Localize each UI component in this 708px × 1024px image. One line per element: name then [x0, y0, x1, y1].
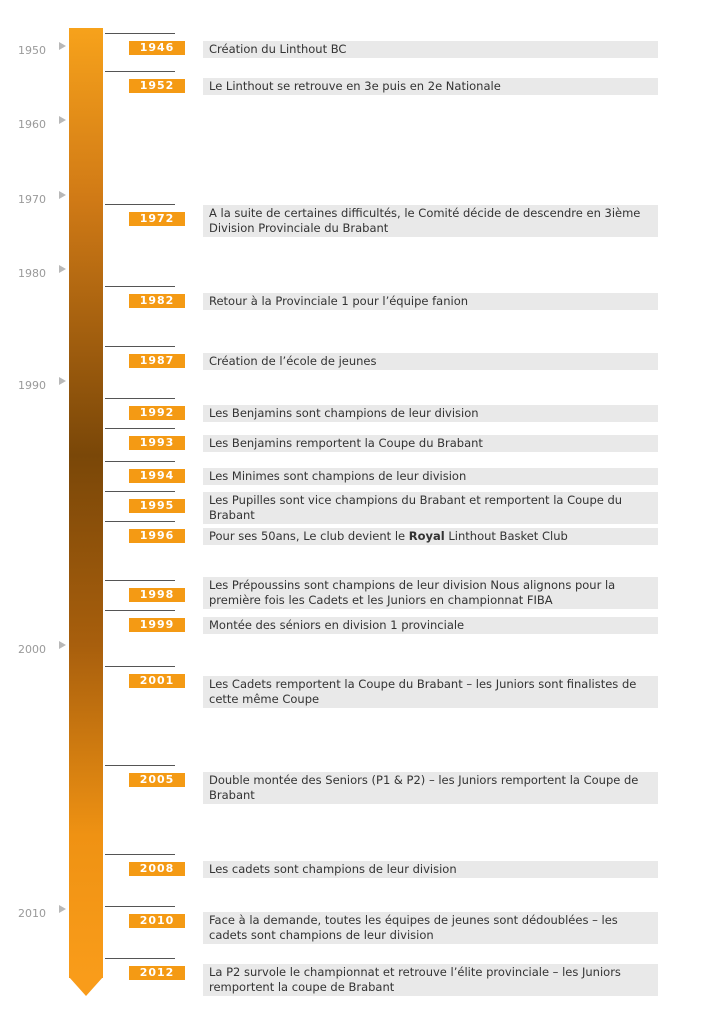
event-description: Les Benjamins remportent la Coupe du Brabant: [203, 435, 658, 452]
event-divider: [105, 666, 175, 667]
event-divider: [105, 204, 175, 205]
year-badge: 1992: [129, 406, 185, 420]
decade-marker: [18, 902, 52, 920]
event-divider: [105, 958, 175, 959]
event-divider: [105, 491, 175, 492]
decade-label: 1980: [18, 267, 46, 280]
event-description: A la suite de certaines difficultés, le Comité décide de descendre en 3ième Division Provinciale du Brabant: [203, 205, 658, 237]
year-badge: 1995: [129, 499, 185, 513]
event-description: Les Cadets remportent la Coupe du Brabant – les Juniors sont finalistes de cette même Coupe: [203, 676, 658, 708]
triangle-right-icon: [59, 191, 66, 199]
decade-label: 2000: [18, 643, 46, 656]
year-badge: 2005: [129, 773, 185, 787]
decade-label: 1950: [18, 44, 46, 57]
decade-label: 2010: [18, 907, 46, 920]
year-badge: 1952: [129, 79, 185, 93]
triangle-right-icon: [59, 377, 66, 385]
year-badge: 2001: [129, 674, 185, 688]
year-badge: 2008: [129, 862, 185, 876]
event-description: Le Linthout se retrouve en 3e puis en 2e Nationale: [203, 78, 658, 95]
event-text-part: Pour ses 50ans, Le club devient le: [209, 529, 409, 543]
timeline-arrow-tip: [69, 977, 103, 996]
event-divider: [105, 610, 175, 611]
event-divider: [105, 906, 175, 907]
decade-marker: [18, 638, 52, 656]
event-divider: [105, 398, 175, 399]
decade-label: 1970: [18, 193, 46, 206]
event-divider: [105, 346, 175, 347]
year-badge: 1993: [129, 436, 185, 450]
year-badge: 2012: [129, 966, 185, 980]
year-badge: 1946: [129, 41, 185, 55]
event-description: Les Pupilles sont vice champions du Brabant et remportent la Coupe du Brabant: [203, 492, 658, 524]
decade-marker: [18, 262, 52, 280]
event-divider: [105, 854, 175, 855]
event-description: Création du Linthout BC: [203, 41, 658, 58]
event-divider: [105, 286, 175, 287]
triangle-right-icon: [59, 641, 66, 649]
decade-label: 1990: [18, 379, 46, 392]
year-badge: 1987: [129, 354, 185, 368]
decade-label: 1960: [18, 118, 46, 131]
triangle-right-icon: [59, 265, 66, 273]
event-description: Les Minimes sont champions de leur division: [203, 468, 658, 485]
event-text-part: Linthout Basket Club: [444, 529, 568, 543]
event-divider: [105, 461, 175, 462]
event-description: Les Benjamins sont champions de leur division: [203, 405, 658, 422]
event-description: Retour à la Provinciale 1 pour l’équipe fanion: [203, 293, 658, 310]
year-badge: 1998: [129, 588, 185, 602]
timeline-bar: [69, 28, 103, 978]
decade-marker: [18, 113, 52, 131]
decade-marker: [18, 374, 52, 392]
event-description: Création de l’école de jeunes: [203, 353, 658, 370]
event-text-bold: Royal: [408, 529, 445, 543]
event-description: Face à la demande, toutes les équipes de jeunes sont dédoublées – les cadets sont champions de leur division: [203, 912, 658, 944]
event-divider: [105, 580, 175, 581]
event-description: La P2 survole le championnat et retrouve l’élite provinciale – les Juniors remportent la coupe de Brabant: [203, 964, 658, 996]
event-description: [203, 528, 658, 545]
year-badge: 1972: [129, 212, 185, 226]
event-divider: [105, 428, 175, 429]
event-description: Montée des séniors en division 1 provinciale: [203, 617, 658, 634]
decade-marker: [18, 188, 52, 206]
year-badge: 2010: [129, 914, 185, 928]
event-divider: [105, 33, 175, 34]
year-badge: 1996: [129, 529, 185, 543]
triangle-right-icon: [59, 905, 66, 913]
year-badge: 1999: [129, 618, 185, 632]
decade-marker: [18, 39, 52, 57]
year-badge: 1982: [129, 294, 185, 308]
event-description: Les Prépoussins sont champions de leur division Nous alignons pour la première fois les Cadets et les Juniors en championnat FIBA: [203, 577, 658, 609]
triangle-right-icon: [59, 116, 66, 124]
event-divider: [105, 765, 175, 766]
event-divider: [105, 521, 175, 522]
event-divider: [105, 71, 175, 72]
event-description: Les cadets sont champions de leur division: [203, 861, 658, 878]
event-description: Double montée des Seniors (P1 & P2) – les Juniors remportent la Coupe de Brabant: [203, 772, 658, 804]
triangle-right-icon: [59, 42, 66, 50]
year-badge: 1994: [129, 469, 185, 483]
